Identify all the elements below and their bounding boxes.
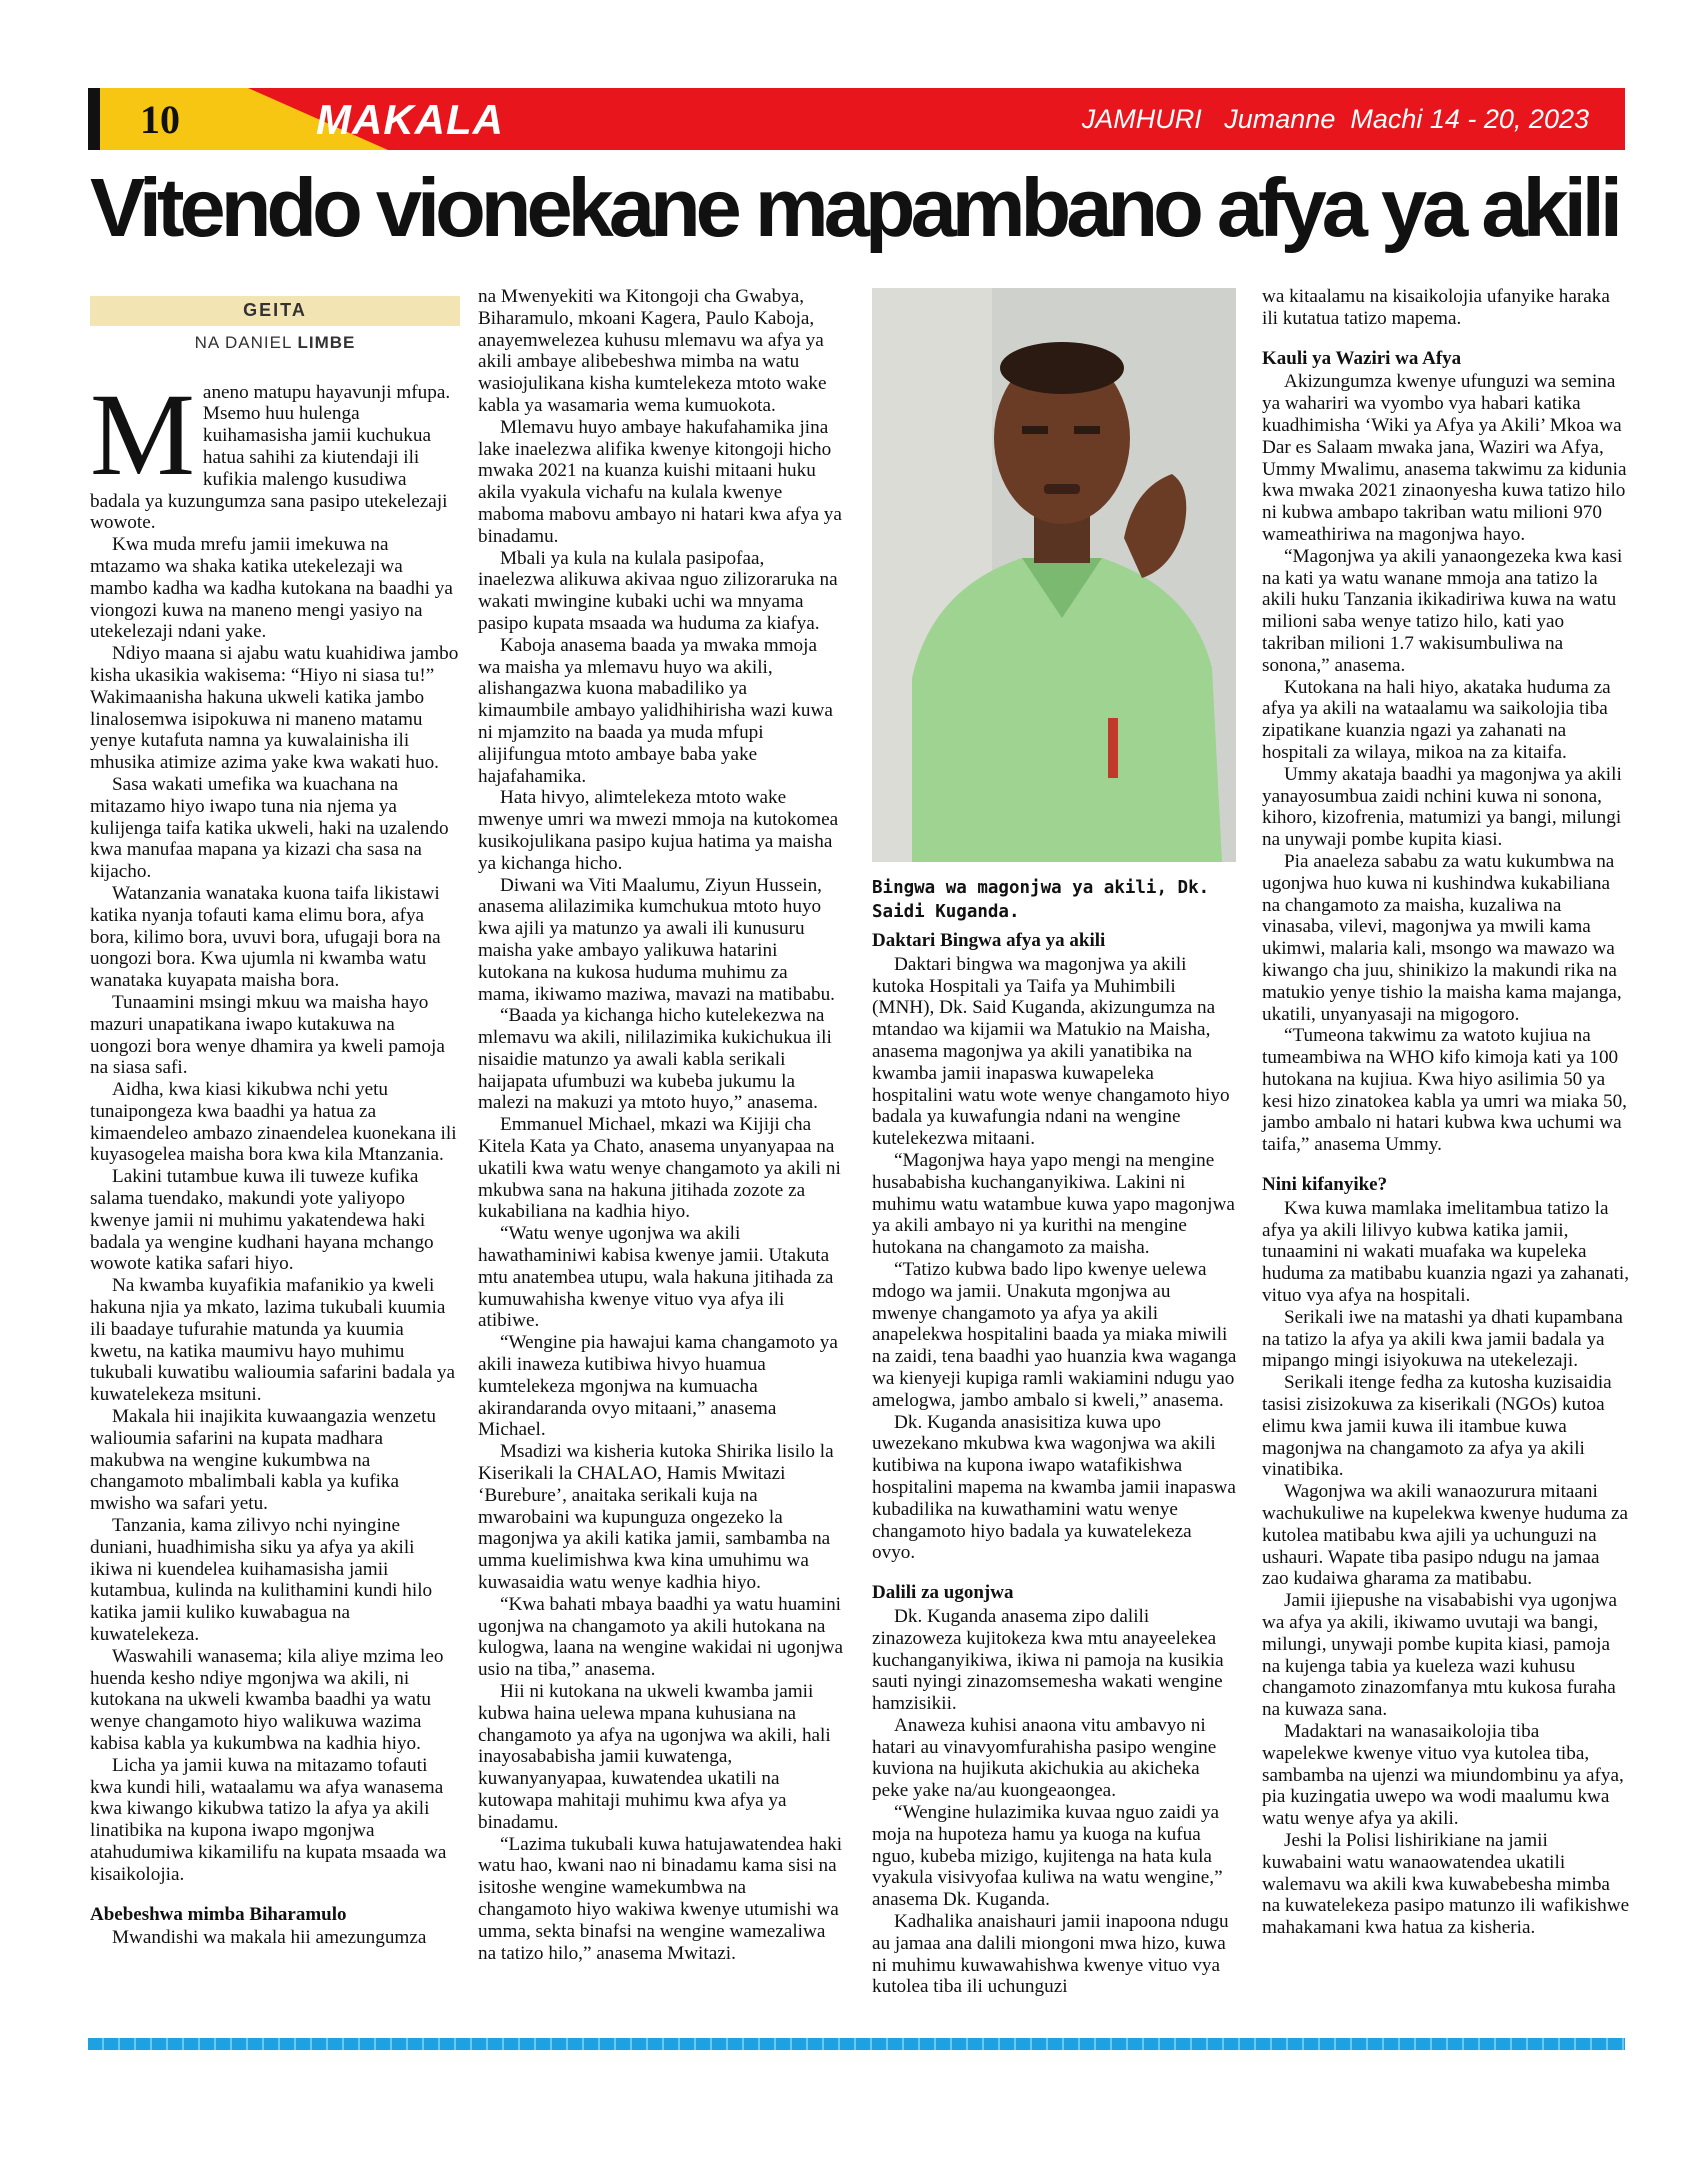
- paragraph: Jamii ijiepushe na visababishi vya ugonjwa wa afya ya akili, ikiwamo uvutaji wa bangi, milungi, unywaji pombe kupita kiasi, pamoja na kujenga tabia ya kueleza wazi kuhusu changamoto zinazomfanya mtu kukosa furaha na kuwaza sana.: [1262, 1590, 1618, 1721]
- paragraph: Jeshi la Polisi lishirikiane na jamii kuwabaini watu wanaowatendea ukatili walemavu wa akili kwa kuwabebesha mimba na kuwatelekeza pasipo matunzo ili wafikishwe mahakamani kwa hatua za kisheria.: [1262, 1829, 1630, 1939]
- paragraph: Wagonjwa wa akili wanaozurura mitaani wachukuliwe na kupelekwa kwenye huduma za kutolea matibabu kwa ajili ya uchunguzi na ushauri. Wapate tiba pasipo ndugu na jamaa zao kudaiwa gharama za matibabu.: [1262, 1481, 1629, 1590]
- paragraph: “Magonjwa haya yapo mengi na mengine husababisha kuchanganyikiwa. Lakini ni muhimu watu watambue kuwa yapo magonjwa ya akili ambayo ni ya kurithi na mengine hutokana na changamoto za maisha.: [872, 1149, 1235, 1259]
- paragraph: Sasa wakati umefika wa kuachana na mitazamo hiyo iwapo tuna nia njema ya kulijenga taifa katika ukweli, haki na uzalendo kwa manufaa mapana ya kizazi cha sasa na kijacho.: [90, 773, 449, 883]
- byline-name: LIMBE: [297, 332, 356, 352]
- paragraph: Mlemavu huyo ambaye hakufahamika jina lake inaelezwa alifika kwenye kitongoji hicho mwaka 2021 na kuanza kuishi mitaani huku akila vyakula vichafu na kulala kwenye maboma mabovu ambayo ni hatari kwa afya ya binadamu.: [478, 416, 842, 547]
- paragraph: Mwandishi wa makala hii amezungumza: [112, 1927, 427, 1949]
- paragraph: “Kwa bahati mbaya baadhi ya watu huamini ugonjwa na changamoto ya akili hutokana na kulogwa, laana na wengine wakidai ni ugonjwa usio na tiba,” anasema.: [478, 1593, 843, 1681]
- paragraph: Hata hivyo, alimtelekeza mtoto wake mwenye umri wa mwezi mmoja na kutokomea kusikojulikana pasipo kujua hatima ya maisha ya kichanga hicho.: [478, 787, 839, 874]
- paragraph: Makala hii inajikita kuwaangazia wenzetu walioumia safarini na kupata madhara makubwa na wengine kukumbwa na changamoto mbalimbali kabla ya kufika mwisho wa safari yetu.: [90, 1406, 436, 1515]
- paragraph: wa kitaalamu na kisaikolojia ufanyike haraka ili kutatua tatizo mapema.: [1262, 286, 1610, 329]
- paragraph: Mbali ya kula na kulala pasipofaa, inaelezwa alikuwa akivaa nguo zilizoraruka na wakati mwingine kubaki uchi wa mnyama pasipo kupata msaada wa huduma za kiafya.: [478, 547, 838, 634]
- paragraph: Licha ya jamii kuwa na mitazamo tofauti kwa kundi hili, wataalamu wa afya wanasema kwa kiwango kikubwa tatizo la afya ya akili linatibika na kupona iwapo mgonjwa atahudumiwa kikamilifu na kupata msaada wa kisaikolojia.: [90, 1754, 447, 1885]
- portrait-illustration: [872, 288, 1236, 862]
- headline: Vitendo vionekane mapambano afya ya akili: [90, 161, 1618, 254]
- photo-caption: Bingwa wa magonjwa ya akili, Dk. Saidi Kuganda.: [872, 878, 1210, 922]
- paragraph: Dk. Kuganda anasema zipo dalili zinazoweza kujitokeza kwa mtu anayeelekea kuchanganyikiwa, ikiwa ni pamoja na kusikia sauti nyingi zinazomsemesha wakati wengine hamzisikii.: [872, 1605, 1224, 1715]
- paragraph: Aidha, kwa kiasi kikubwa nchi yetu tunaipongeza kwa baadhi ya hatua za kimaendeleo ambazo zinaendelea kuonekana ili kuyasogelea maisha bora kwa kila Mtanzania.: [90, 1079, 457, 1166]
- paragraph: Watanzania wanataka kuona taifa likistawi katika nyanja tofauti kama elimu bora, afya bora, kilimo bora, uvuvi bora, ufugaji bora na uongozi bora. Kwa ujumla ni kwamba watu wanataka kuyapata maisha bora.: [90, 882, 441, 992]
- dateline: JAMHURI Jumanne Machi 14 - 20, 2023: [1081, 104, 1589, 134]
- byline: [90, 332, 460, 354]
- byline-prefix: NA DANIEL: [194, 332, 298, 352]
- column-3: [872, 930, 1237, 1998]
- paragraph: Tunaamini msingi mkuu wa maisha hayo mazuri unapatikana iwapo kutakuwa na uongozi bora wenye dhamira ya kweli pamoja na siasa safi.: [90, 991, 445, 1079]
- subheading: Dalili za ugonjwa: [872, 1582, 1014, 1604]
- paragraph: [90, 368, 460, 535]
- page-number: 10: [140, 97, 180, 142]
- paragraph-text: aneno matupu hayavunji mfupa. Msemo huu hulenga kuihamasisha jamii kuchukua hatua sahihi za kiutendaji ili kufikia malengo kusudiwa badala ya kuzungumza sana pasipo utekelezaji wowote.: [90, 381, 451, 534]
- drop-cap: M: [90, 368, 195, 500]
- paragraph: Diwani wa Viti Maalumu, Ziyun Hussein, anasema alilazimika kumchukua mtoto huyo kwa ajili ya matunzo ya awali ili kunusuru maisha yake ambayo yalikuwa hatarini kutokana na kukosa huduma muhimu za mama, ikiwamo maziwa, mavazi na matibabu.: [478, 874, 835, 1005]
- dateline-place: GEITA: [90, 296, 460, 326]
- column-4: [1262, 286, 1630, 1939]
- paragraph: Akizungumza kwenye ufunguzi wa semina ya wahariri wa vyombo vya habari katika kuadhimisha ‘Wiki ya Afya ya Akili’ Mkoa wa Dar es Salaam mwaka jana, Waziri wa Afya, Ummy Mwalimu, anasema takwimu za kidunia kwa mwaka 2021 zinaonyesha kuwa tatizo hilo ni kubwa ambapo takriban watu milioni 970 wameathiriwa na magonjwa hayo.: [1262, 371, 1627, 545]
- paragraph: “Wengine hulazimika kuvaa nguo zaidi ya moja na hupoteza hamu ya kuoga na kufua nguo, kubeba mizigo, kujitenga na hata kula vyakula visivyofaa kuliwa na watu wengine,” anasema Dk. Kuganda.: [872, 1802, 1223, 1911]
- paragraph: “Baada ya kichanga hicho kutelekezwa na mlemavu wa akili, nililazimika kukichukua ili nisaidie matunzo ya awali kabla serikali haijapata ufumbuzi wa kubeba jukumu la malezi na makuzi ya mtoto huyo,” anasema.: [478, 1005, 832, 1114]
- paragraph: Serikali itenge fedha za kutosha kuzisaidia tasisi zisizokuwa za kiserikali (NGOs) kutoa elimu kwa jamii kuwa ili itambue kuwa magonjwa na changamoto za afya ya akili vinatibika.: [1262, 1372, 1612, 1481]
- subheading: Kauli ya Waziri wa Afya: [1262, 347, 1462, 369]
- paragraph: Kadhalika anaishauri jamii inapoona ndugu au jamaa ana dalili miongoni mwa hizo, kuwa ni muhimu kuwawahishwa kwenye vituo vya kutolea tiba ili uchunguzi: [872, 1911, 1229, 1998]
- paragraph: “Magonjwa ya akili yanaongezeka kwa kasi na kati ya watu wanane mmoja ana tatizo la akili huku Tanzania ikikadiriwa kuwa na watu milioni saba wenye tatizo hilo, kati yao takriban milioni 1.7 wakisumbuliwa na sonona,” anasema.: [1262, 545, 1623, 676]
- paragraph: Kutokana na hali hiyo, akataka huduma za afya ya akili na wataalamu wa saikolojia tiba zipatikane kuanzia ngazi ya zahanati na hospitali za wilaya, mikoa na za kitaifa.: [1262, 676, 1611, 763]
- paragraph: “Wengine pia hawajui kama changamoto ya akili inaweza kutibiwa hivyo huamua kumtelekeza mgonjwa na kumuacha akirandaranda ovyo mitaani,” anasema Michael.: [478, 1332, 838, 1441]
- paragraph: “Tatizo kubwa bado lipo kwenye uelewa mdogo wa jamii. Unakuta mgonjwa au mwenye changamoto ya afya ya akili anapelekwa hospitalini baada ya miaka miwili na zaidi, tena baadhi yao huanzia kwa waganga wa kienyeji kupiga ramli wakiamini ndugu yao amelogwa, jambo ambalo si kweli,” anasema.: [872, 1258, 1237, 1411]
- section-name: MAKALA: [316, 96, 504, 143]
- paragraph: “Lazima tukubali kuwa hatujawatendea haki watu hao, kwani nao ni binadamu kama sisi na isitoshe wengine wamekumbwa na changamoto hiyo wakiwa kwenye utumishi wa umma, sekta binafsi na wengine wamezaliwa na tatizo hilo,” anasema Mwitazi.: [478, 1833, 843, 1964]
- paragraph: Msadizi wa kisheria kutoka Shirika lisilo la Kiserikali la CHALAO, Hamis Mwitazi ‘Burebure’, anaitaka serikali kuja na mwarobaini wa kupunguza ongezeko la magonjwa ya akili katika jamii, sambamba na umma kuelimishwa kwa kina umuhimu wa kuwasaidia watu wenye kadhia hiyo.: [478, 1441, 834, 1594]
- paragraph: Tanzania, kama zilivyo nchi nyingine duniani, huadhimisha siku ya afya ya akili ikiwa ni kuendelea kuihamasisha jamii kutambua, kulinda na kulithamini kundi hilo katika jamii kuliko kuwabagua na kuwatelekeza.: [90, 1515, 433, 1646]
- paragraph: Hii ni kutokana na ukweli kwamba jamii kubwa haina uelewa mpana kuhusiana na changamoto ya afya na ugonjwa wa akili, hali inayosababisha jamii kuwatenga, kuwanyanyapaa, kuwatendea ukatili na kutowapa mahitaji muhimu kwa afya ya binadamu.: [478, 1681, 831, 1833]
- paragraph: Serikali iwe na matashi ya dhati kupambana na tatizo la afya ya akili kwa jamii badala ya mipango mingi isiyokuwa na utekelezaji.: [1262, 1306, 1623, 1372]
- header-marker: [88, 88, 100, 150]
- paragraph: Anaweza kuhisi anaona vitu ambavyo ni hatari au vinavyomfurahisha pasipo wengine kuviona na hujikuta akichukia au akicheka peke yake na/au kuongeaongea.: [872, 1714, 1217, 1802]
- paragraph: “Watu wenye ugonjwa wa akili hawathaminiwi kabisa kwenye jamii. Utakuta mtu anatembea utupu, wala hakuna jitihada za kumuwahisha kwenye vituo vya afya ili atibiwe.: [478, 1223, 834, 1332]
- subheading: Abebeshwa mimba Biharamulo: [90, 1903, 347, 1925]
- paragraph: “Tumeona takwimu za watoto kujiua na tumeambiwa na WHO kifo kimoja kati ya 100 hutokana na kujiua. Kwa hiyo asilimia 50 ya kesi hizo zinatokea kabla ya umri wa miaka 50, jambo ambalo ni hatari kubwa kwa uchumi wa taifa,” anasema Ummy.: [1262, 1025, 1627, 1156]
- paragraph: Kwa muda mrefu jamii imekuwa na mtazamo wa shaka katika utekelezaji wa mambo kadha wa kadha kutokana na baadhi ya viongozi kuwa na maneno mengi yasiyo na utekelezaji ndani yake.: [90, 534, 453, 643]
- paragraph: Lakini tutambue kuwa ili tuweze kufika salama tuendako, makundi yote yaliyopo kwenye jamii ni muhimu yakatendewa haki badala ya wengine kudhani hayana mchango wowote katika safari hiyo.: [90, 1166, 434, 1275]
- column-1: [90, 288, 460, 1949]
- paragraph: Na kwamba kuyafikia mafanikio ya kweli hakuna njia ya mkato, lazima tukubali kuumia ili baadaye tufurahie matunda ya kuumia kwetu, na katika maumivu hayo muhimu tukubali kuwatibu walioumia safarini badala ya kuwatelekeza msituni.: [90, 1275, 455, 1406]
- portrait-photo: [872, 288, 1236, 862]
- paragraph: Kwa kuwa mamlaka imelitambua tatizo la afya ya akili lilivyo kubwa katika jamii, tunaamini ni wakati muafaka wa kupeleka huduma za matibabu kuanzia ngazi ya zahanati, vituo vya afya na hospitali.: [1262, 1197, 1630, 1307]
- paragraph: Madaktari na wanasaikolojia tiba wapelekwe kwenye vituo vya kutolea tiba, sambamba na ujenzi wa miundombinu ya afya, pia kuzingatia uwepo wa wodi maalumu kwa watu wenye afya ya akili.: [1262, 1721, 1624, 1830]
- paragraph: Ndiyo maana si ajabu watu kuahidiwa jambo kisha ukasikia wakisema: “Hiyo ni siasa tu!” Wakimaanisha hakuna ukweli katika jambo linalosemwa isipokuwa ni maneno matamu yenye kutafuta namna ya kuwalainisha ili mhusika atimize azima yake kwa wakati huo.: [90, 643, 459, 774]
- paragraph: Emmanuel Michael, mkazi wa Kijiji cha Kitela Kata ya Chato, anasema unyanyapaa na ukatili kwa watu wenye changamoto ya akili ni mkubwa sana na hakuna jitihada zozote za kukabiliana na kadhia hiyo.: [478, 1114, 841, 1223]
- column-2: [478, 286, 843, 1964]
- paragraph: na Mwenyekiti wa Kitongoji cha Gwabya, Biharamulo, mkoani Kagera, Paulo Kaboja, anayemwelezea kuhusu mlemavu wa afya ya akili ambaye alibebeshwa mimba na watu wasiojulikana kisha kumtelekeza mtoto wake kabla ya wasamaria wema kumuokota.: [478, 286, 827, 416]
- paragraph: Kaboja anasema baada ya mwaka mmoja wa maisha ya mlemavu huyo wa akili, alishangazwa kuona mabadiliko ya kimaumbile ambayo yalidhihirisha wazi kuwa ni mjamzito na baada ya muda mfupi alijifungua mtoto ambaye baba yake hajafahamika.: [478, 634, 833, 787]
- paragraph: Daktari bingwa wa magonjwa ya akili kutoka Hospitali ya Taifa ya Muhimbili (MNH), Dk. Said Kuganda, akizungumza na mtandao wa kijamii wa Matukio na Maisha, anasema magonjwa ya akili yanatibika na kwamba jamii inapaswa kuwapeleka hospitalini watu wote wenye changamoto hiyo badala ya kuwafungia ndani na wengine kutelekezwa mitaani.: [872, 953, 1230, 1150]
- paragraph: Pia anaeleza sababu za watu kukumbwa na ugonjwa huo kuwa ni kushindwa kukabiliana na changamoto za maisha, kuzaliwa na vinasaba, vilevi, magonjwa ya mwili kama ukimwi, malaria kali, msongo wa mawazo wa kiwango cha juu, shinikizo la makundi rika na matukio yenye tishio la maisha kama majanga, ukatili, unyanyasaji na migogoro.: [1262, 850, 1622, 1025]
- subheading: Daktari Bingwa afya ya akili: [872, 930, 1106, 951]
- footer-rule: [88, 2038, 1625, 2050]
- subheading: Nini kifanyike?: [1262, 1174, 1388, 1196]
- paragraph: Dk. Kuganda anasisitiza kuwa upo uwezekano mkubwa kwa wagonjwa wa akili kutibiwa na kupona iwapo watafikishwa hospitalini mapema na kwamba jamii inapaswa kubadilika na kuwathamini watu wenye changamoto hiyo badala ya kuwatelekeza ovyo.: [872, 1411, 1236, 1564]
- paragraph: Ummy akataja baadhi ya magonjwa ya akili yanayosumbua zaidi nchini kuwa ni sonona, kihoro, kizofrenia, matumizi ya bangi, milungi na unywaji pombe kupita kiasi.: [1262, 763, 1622, 851]
- paragraph: Waswahili wanasema; kila aliye mzima leo huenda kesho ndiye mgonjwa wa akili, ni kutokana na ukweli kwamba baadhi ya watu wenye changamoto hiyo walikuwa wazima kabisa kabla ya kukumbwa na kadhia hiyo.: [90, 1645, 444, 1754]
